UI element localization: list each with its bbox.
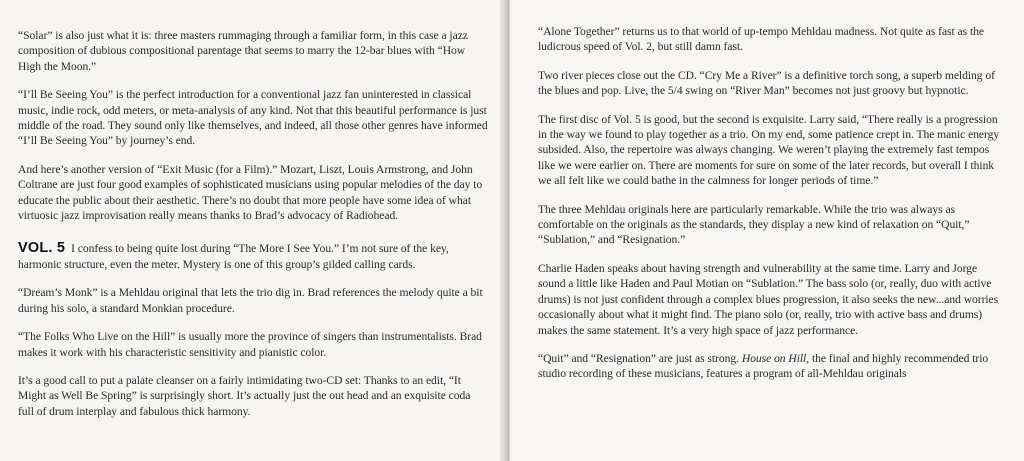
paragraph-charlie-haden: Charlie Haden speaks about having strength and vulnerability at the same time. Larry and Jorge sound a little like Haden and Paul Motian on “Sublation.” The bass solo (or, really, duo with active drums) is not just confident through a complex blues progression, it also seeks the new...and worries occasionally about what it might find. The piano solo (or, really, trio with active bass and drums) makes the same statement. It’s a very high space of jazz performance. [538, 261, 999, 337]
paragraph-mehldau-originals: The three Mehldau originals here are particularly remarkable. While the trio was always as comfortable on the originals as the standards, they display a new kind of relaxation on “Quit,” “Sublation,” and “Resignation.” [538, 202, 970, 247]
quit-text-start: “Quit” and “Resignation” are just as strong. [538, 351, 739, 365]
section-heading-vol5: VOL. 5 [18, 240, 66, 257]
paragraph-first-disc: The first disc of Vol. 5 is good, but the second is exquisite. Larry said, “There really is a progression in the way we found to play together as a trio. On my end, some patience crept in. The manic energy subsided. Also, the repertoire was always changing. We weren’t playing the extremely fast tempos like we were earlier on. There are moments for sure on some of the later records, but overall I think we all felt like we could bathe in the calmness for longer periods of time.” [538, 112, 1000, 188]
quit-text-end: the final and highly recommended trio studio recording of these musicians, features a program of all-Mehldau originals [538, 351, 989, 381]
paragraph-river-pieces: Two river pieces close out the CD. “Cry Me a River” is a definitive torch song, a superb melding of the blues and pop. Live, the 5/4 swing on “River Man” becomes not just groovy but hypnotic. [538, 68, 995, 98]
paragraph-spring: It’s a good call to put a palate cleanser on a fairly intimidating two-CD set: Thanks to an edit, “It Might as Well Be Spring” is surprisingly short. It’s actually just the out head and an exquisite coda full of drum interplay and fabulous thick harmony. [18, 373, 471, 418]
album-title-house-on-hill: House on Hill, [741, 351, 810, 365]
vol5-intro-text: I confess to being quite lost during “The More I See You.” I’m not sure of the key, harmonic structure, even the meter. Mystery is one of this group’s gilded calling cards. [18, 242, 449, 271]
paragraph-solar: “Solar” is also just what it is: three masters rummaging through a familiar form, in this case a jazz composition of dubious compositional parentage that seems to marry the 12-bar blues with “How High the Moon.” [18, 29, 468, 73]
paragraph-exit-music: And here’s another version of “Exit Music (for a Film).” Mozart, Liszt, Louis Armstrong, and John Coltrane are just four good examples of sophisticated musicians using popular melodies of the day to educate the public about their aesthetic. There’s no doubt that more people have some idea of what virtuosic jazz improvisation really means thanks to Brad’s advocacy of Radiohead. [18, 162, 483, 223]
paragraph-quit-resignation [538, 351, 1004, 382]
right-page [510, 0, 1024, 461]
left-page [0, 0, 506, 461]
paragraph-dreams-monk: “Dream’s Monk” is a Mehldau original that lets the trio dig in. Brad references the melody quite a bit during his solo, a standard Monkian procedure. [18, 286, 483, 315]
paragraph-folks-who-live: “The Folks Who Live on the Hill” is usually more the province of singers than instrumentalists. Brad makes it work with his characteristic sensitivity and pianistic color. [18, 330, 482, 359]
paragraph-ill-be-seeing-you: “I’ll Be Seeing You” is the perfect introduction for a conventional jazz fan uninterested in classical music, indie rock, odd meters, or meta-analysis of any kind. Not that this beautiful performance is just middle of the road. They sound only like themselves, and indeed, all those other genres have informed “I’ll Be Seeing You” by journey’s end. [18, 88, 488, 148]
paragraph-alone-together: “Alone Together” returns us to that world of up-tempo Mehldau madness. Not quite as fast as the ludicrous speed of Vol. 2, but still damn fast. [538, 25, 984, 54]
paragraph-vol5-intro [18, 241, 488, 272]
